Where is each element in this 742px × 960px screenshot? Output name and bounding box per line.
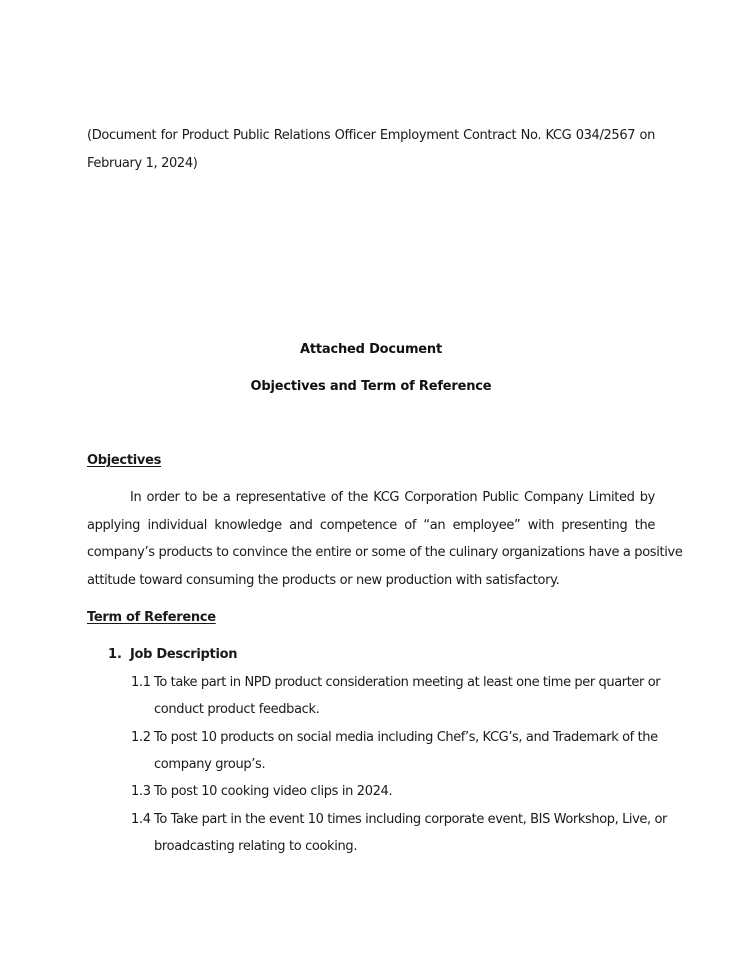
objectives-paragraph-line-3: company’s products to convince the entire or some of the culinary organizations have a positive <box>87 545 683 560</box>
list-item-text-line-2: broadcasting relating to cooking. <box>154 839 358 854</box>
document-subtitle: Objectives and Term of Reference <box>250 379 492 394</box>
objectives-heading: Objectives <box>87 453 162 468</box>
objectives-paragraph-line-1: In order to be a representative of the KCG Corporation Public Company Limited by <box>130 490 655 505</box>
section-number: 1. <box>108 647 122 662</box>
list-item-text-line-2: conduct product feedback. <box>154 702 320 717</box>
list-item-number: 1.4 <box>131 812 151 827</box>
section-title-job-description: Job Description <box>130 647 238 662</box>
objectives-paragraph-line-2: applying individual knowledge and competence of “an employee” with presenting the <box>87 518 655 533</box>
term-of-reference-heading: Term of Reference <box>87 610 216 625</box>
objectives-paragraph-line-4: attitude toward consuming the products or new production with satisfactory. <box>87 573 560 588</box>
list-item-number: 1.2 <box>131 730 151 745</box>
header-note-line-1: (Document for Product Public Relations Officer Employment Contract No. KCG 034/2567 on <box>87 128 655 143</box>
list-item-text-line-2: company group’s. <box>154 757 266 772</box>
list-item-number: 1.3 <box>131 784 151 799</box>
document-title: Attached Document <box>300 342 442 357</box>
list-item-text-line-1: To post 10 cooking video clips in 2024. <box>154 784 393 799</box>
list-item-number: 1.1 <box>131 675 151 690</box>
header-note-line-2: February 1, 2024) <box>87 156 198 171</box>
list-item-text-line-1: To post 10 products on social media including Chef’s, KCG’s, and Trademark of the <box>154 730 658 745</box>
list-item-text-line-1: To take part in NPD product consideration meeting at least one time per quarter or <box>154 675 661 690</box>
list-item-text-line-1: To Take part in the event 10 times including corporate event, BIS Workshop, Live, or <box>154 812 667 827</box>
